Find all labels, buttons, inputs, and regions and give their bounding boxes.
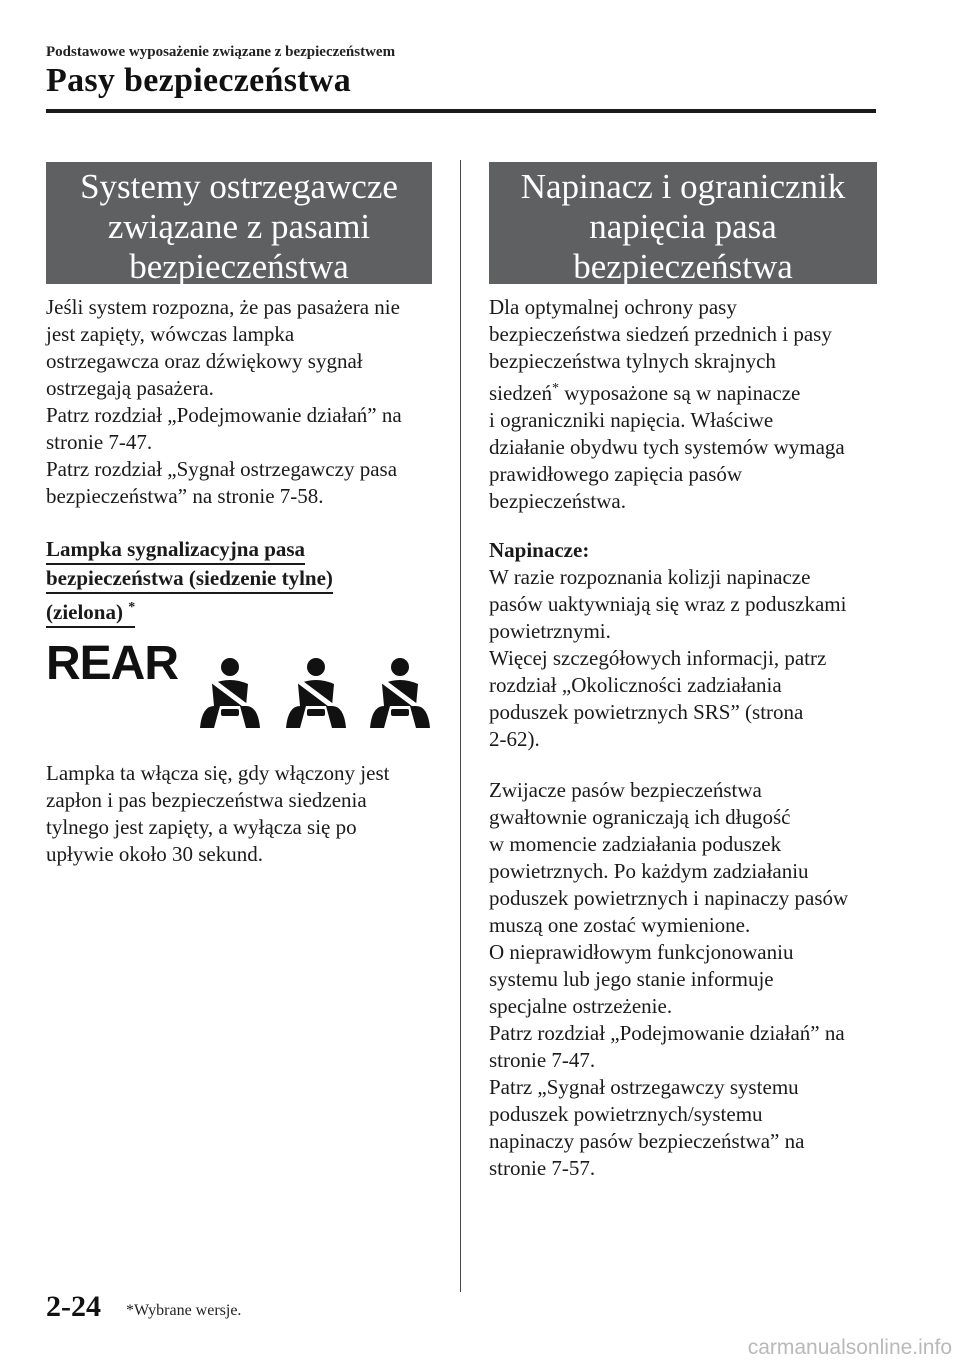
heading-line: Systemy ostrzegawcze: [80, 167, 398, 206]
breadcrumb: Podstawowe wyposażenie związane z bezpieczeństwem: [46, 44, 396, 60]
heading-line: związane z pasami: [107, 207, 371, 246]
column-divider: [460, 160, 461, 1292]
right-column: [489, 162, 877, 1182]
option-star: *: [128, 600, 136, 615]
rear-belt-lamp: [46, 636, 432, 746]
pretensioner-intro-text: [489, 294, 877, 515]
page-title: Pasy bezpieczeństwa: [46, 62, 352, 99]
pretensioner-text: W razie rozpoznania kolizji napinacze pasów uaktywniają się wraz z poduszkami powietrznymi. Więcej szczegółowych informacji, patrz rozdział „Okoliczności zadziałania poduszek powietrznych SRS” (strona 2-62).: [489, 565, 847, 751]
intro-text-part: Dla optymalnej ochrony pasy bezpieczeństwa siedzeń przednich i pasy bezpieczeństwa tylnych skrajnych siedzeń: [489, 295, 832, 405]
retractor-text: Zwijacze pasów bezpieczeństwa gwałtownie ograniczają ich długość w momencie zadziałania poduszek powietrznych. Po każdym zadziałaniu poduszek powietrznych i napinaczy pasów muszą one zostać wymienione. O nieprawidłowym funkcjonowaniu systemu lub jego stanie informuje specjalne ostrzeżenie. Patrz rozdział „Podejmowanie działań” na stronie 7-47. Patrz „Sygnał ostrzegawczy systemu poduszek powietrznych/systemu napinaczy pasów bezpieczeństwa” na stronie 7-57.: [489, 778, 849, 1180]
heading-line: Napinacz i ogranicznik: [520, 167, 846, 206]
seatbelt-icon: [366, 656, 434, 728]
section-heading-pretensioner: [489, 162, 877, 284]
rear-label: REAR: [46, 637, 179, 690]
warning-intro-text: Jeśli system rozpozna, że pas pasażera nie jest zapięty, wówczas lampka ostrzegawcza oraz dźwiękowy sygnał ostrzegają pasażera. Patrz rozdział „Podejmowanie działań” na stronie 7-47. Patrz rozdział „Sygnał ostrzegawczy pasa bezpieczeństwa” na stronie 7-58.: [46, 295, 402, 508]
subheading-line: bezpieczeństwa (siedzenie tylne): [46, 565, 333, 594]
title-divider: [46, 109, 876, 113]
lamp-description: Lampka ta włącza się, gdy włączony jest zapłon i pas bezpieczeństwa siedzenia tylnego jest zapięty, a wyłącza się po upływie około 30 sekund.: [46, 761, 390, 866]
intro-text-part: wyposażone są w napinacze i ograniczniki napięcia. Właściwe działanie obydwu tych systemów wymaga prawidłowego zapięcia pasów bezpieczeństwa.: [489, 381, 845, 513]
subheading-line: (zielona): [46, 600, 123, 624]
option-star: *: [551, 381, 559, 396]
left-column: [46, 162, 432, 868]
page-number: 2-24: [46, 1290, 101, 1323]
seatbelt-icon: [196, 656, 264, 728]
lamp-subheading: [46, 536, 432, 628]
heading-line: bezpieczeństwa: [129, 247, 349, 286]
section-heading-warning-systems: [46, 162, 432, 284]
heading-line: napięcia pasa: [589, 207, 777, 246]
watermark: carmanualsonline.info: [747, 1336, 952, 1359]
pretensioner-label: Napinacze:: [489, 538, 590, 562]
seatbelt-icon: [282, 656, 350, 728]
footnote: *Wybrane wersje.: [126, 1302, 242, 1319]
subheading-line: Lampka sygnalizacyjna pasa: [46, 536, 305, 565]
heading-line: bezpieczeństwa: [573, 247, 793, 286]
